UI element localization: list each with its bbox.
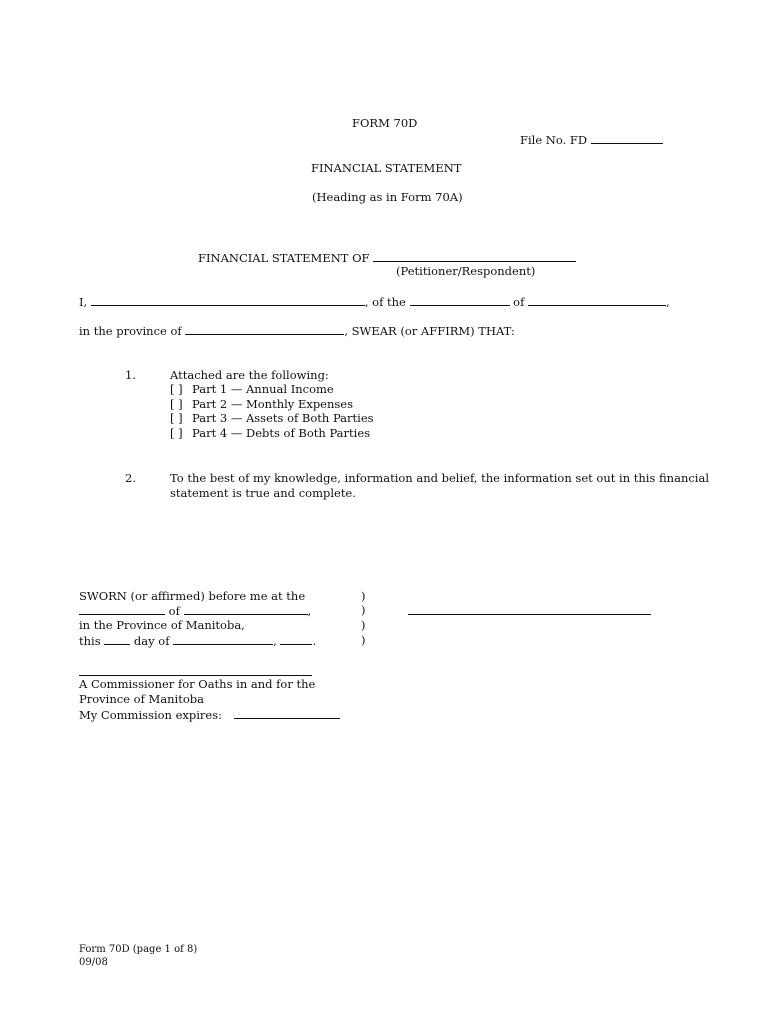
item-2-text-line-1: To the best of my knowledge, information and belief, the information set out in this financial <box>170 471 710 485</box>
checkbox[interactable]: [ ] <box>170 411 183 425</box>
comma: , <box>666 295 670 309</box>
commission-expires-row <box>79 707 340 722</box>
part-checkbox-row[interactable] <box>170 397 353 411</box>
document-title: FINANCIAL STATEMENT <box>311 161 462 175</box>
bracket: ) <box>361 618 366 632</box>
this-label: this <box>79 634 101 648</box>
of-the-label: , of the <box>364 295 406 309</box>
checkbox[interactable]: [ ] <box>170 397 183 411</box>
sworn-place-field[interactable] <box>79 603 165 615</box>
bracket: ) <box>361 633 366 647</box>
part-checkbox-row[interactable] <box>170 426 370 440</box>
day-of-label: day of <box>133 634 170 648</box>
of-label: of <box>513 295 525 309</box>
commission-expiry-field[interactable] <box>234 707 340 719</box>
commissioner-line-2: Province of Manitoba <box>79 692 204 706</box>
swear-text: , SWEAR (or AFFIRM) THAT: <box>344 324 515 338</box>
part-label: Part 2 — Monthly Expenses <box>192 397 354 411</box>
comma: , <box>307 604 312 618</box>
part-checkbox-row[interactable] <box>170 411 374 425</box>
statement-of-label: FINANCIAL STATEMENT OF <box>198 251 370 265</box>
party-name-field[interactable] <box>373 250 576 262</box>
deponent-row <box>79 294 670 309</box>
statement-of-row <box>198 250 576 265</box>
jurat-line-1: SWORN (or affirmed) before me at the <box>79 589 306 603</box>
province-label: in the province of <box>79 324 182 338</box>
comma: , <box>273 634 277 648</box>
jurat-line-2 <box>79 603 311 618</box>
deponent-name-field[interactable] <box>91 294 365 306</box>
form-number: FORM 70D <box>352 116 418 130</box>
footer-page-label: Form 70D (page 1 of 8) <box>79 944 198 955</box>
jurat-line-4 <box>79 633 316 648</box>
bracket: ) <box>361 603 366 617</box>
footer-date-label: 09/08 <box>79 957 108 968</box>
month-field[interactable] <box>173 633 273 645</box>
item-1-number: 1. <box>125 368 136 382</box>
sworn-municipality-field[interactable] <box>184 603 308 615</box>
deponent-signature-line[interactable] <box>408 614 651 615</box>
file-number-row <box>520 132 663 147</box>
part-label: Part 1 — Annual Income <box>192 382 334 396</box>
year-field[interactable] <box>280 633 312 645</box>
bracket: ) <box>361 589 366 603</box>
commission-expires-label: My Commission expires: <box>79 708 223 722</box>
checkbox[interactable]: [ ] <box>170 426 183 440</box>
part-label: Part 4 — Debts of Both Parties <box>192 426 371 440</box>
checkbox[interactable]: [ ] <box>170 382 183 396</box>
commissioner-signature-line[interactable] <box>79 675 312 676</box>
jurat-line-3: in the Province of Manitoba, <box>79 618 245 632</box>
file-number-field[interactable] <box>591 132 663 144</box>
i-label: I, <box>79 295 88 309</box>
municipality-name-field[interactable] <box>528 294 666 306</box>
file-number-label: File No. FD <box>520 133 588 147</box>
province-field[interactable] <box>185 323 344 335</box>
day-field[interactable] <box>104 633 130 645</box>
item-2-text-line-2: statement is true and complete. <box>170 486 356 500</box>
part-checkbox-row[interactable] <box>170 382 334 396</box>
province-row <box>79 323 515 338</box>
commissioner-line-1: A Commissioner for Oaths in and for the <box>79 677 316 691</box>
part-label: Part 3 — Assets of Both Parties <box>192 411 374 425</box>
period: . <box>312 634 317 648</box>
item-1-intro: Attached are the following: <box>170 368 329 382</box>
heading-note: (Heading as in Form 70A) <box>312 190 463 204</box>
of-label: of <box>168 604 180 618</box>
party-role-label: (Petitioner/Respondent) <box>396 264 536 278</box>
municipality-type-field[interactable] <box>410 294 510 306</box>
item-2-number: 2. <box>125 471 136 485</box>
